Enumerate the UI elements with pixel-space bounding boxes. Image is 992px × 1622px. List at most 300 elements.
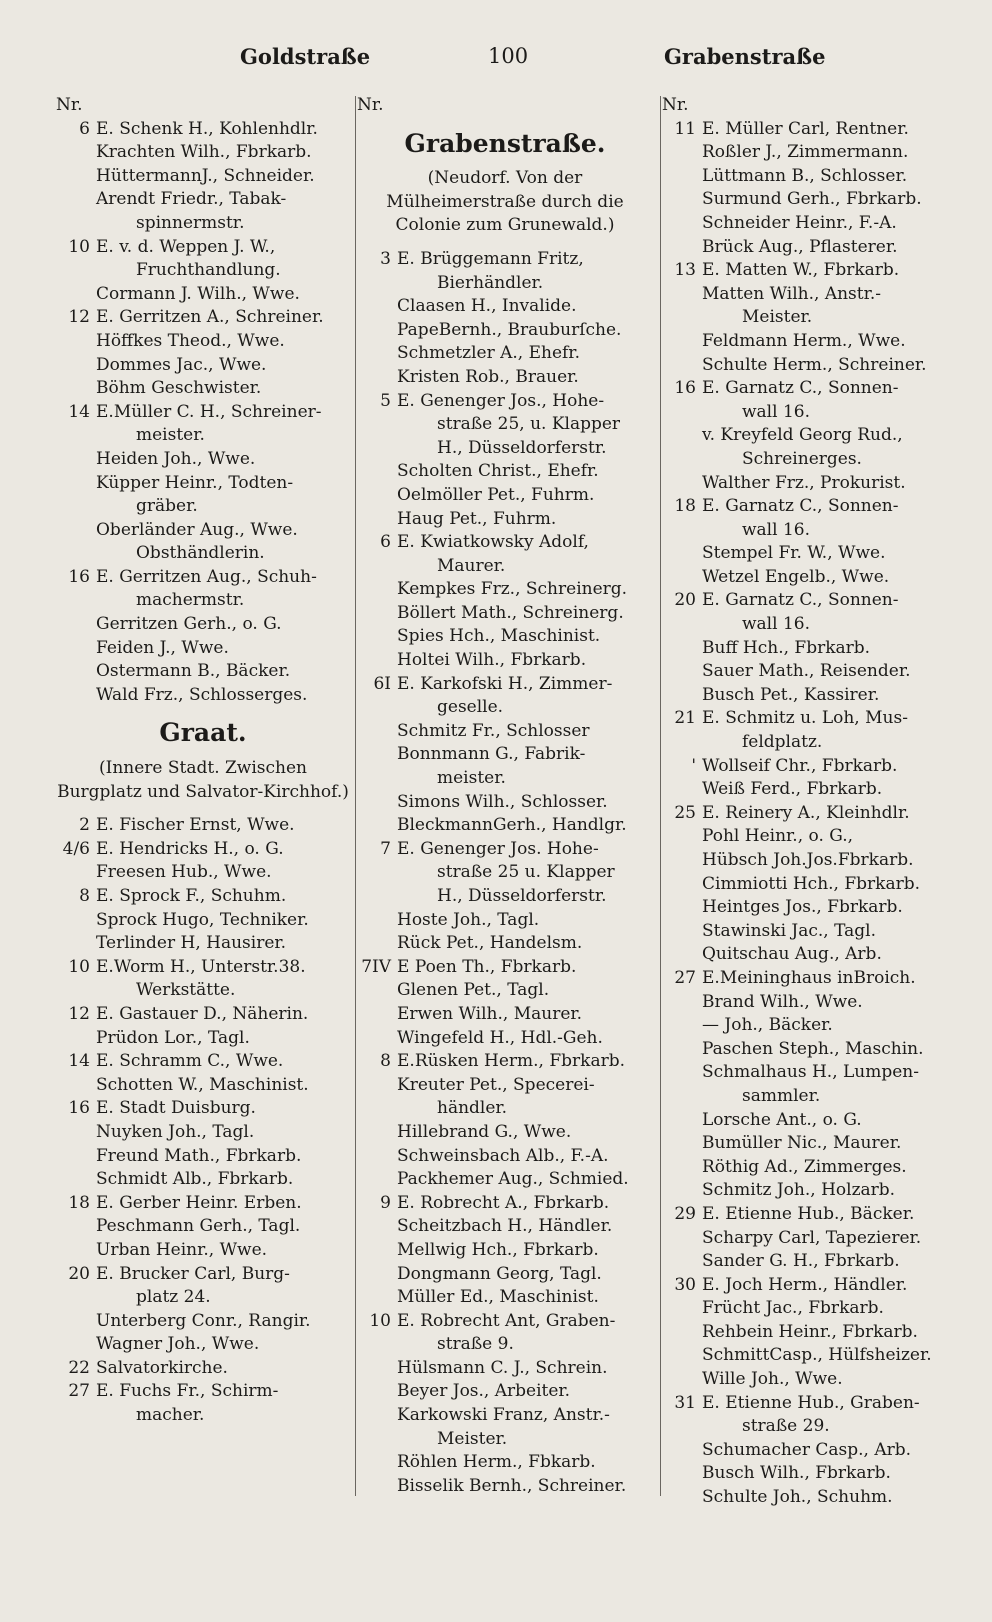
directory-entry [662, 1179, 954, 1203]
entry-text: sammler. [742, 1085, 821, 1106]
directory-entry [357, 1192, 653, 1216]
entry-text: E. Schenk H., Kohlenhdlr. [96, 118, 318, 139]
entry-text: straße 9. [437, 1334, 514, 1355]
directory-entry [662, 1297, 954, 1321]
entry-text: Hillebrand G., Wwe. [397, 1121, 572, 1142]
directory-entry [56, 637, 350, 661]
house-number: 27 [68, 1381, 90, 1402]
directory-entry [357, 1428, 653, 1452]
directory-entry [357, 1404, 653, 1428]
nr-label: Nr. [56, 95, 83, 115]
directory-entry [56, 188, 350, 212]
directory-entry [662, 1014, 954, 1038]
entry-text: Quitschau Aug., Arb. [702, 944, 882, 965]
directory-entry [56, 956, 350, 980]
house-number: 5 [380, 390, 391, 411]
directory-entry [357, 295, 653, 319]
entry-text: Weiß Ferd., Fbrkarb. [702, 779, 883, 800]
section-title: Graat. [159, 718, 247, 748]
directory-entry [56, 589, 350, 613]
house-number: 10 [68, 236, 90, 257]
entry-text: Schmidt Alb., Fbrkarb. [96, 1169, 294, 1190]
entry-text: Gerritzen Gerh., o. G. [96, 614, 282, 635]
directory-entry [357, 1263, 653, 1287]
entry-text: Schweinsbach Alb., F.-A. [397, 1145, 609, 1166]
entry-text: Erwen Wilh., Maurer. [397, 1003, 583, 1024]
entry-text: Buff Hch., Fbrkarb. [702, 637, 871, 658]
entry-text: Schmitz Joh., Holzarb. [702, 1180, 896, 1201]
entry-text: Roßler J., Zimmermann. [702, 142, 909, 163]
entry-text: Sauer Math., Reisender. [702, 661, 911, 682]
entry-text: Oelmöller Pet., Fuhrm. [397, 484, 595, 505]
section-title: Grabenstraße. [404, 128, 606, 158]
directory-entry [56, 885, 350, 909]
section-description: (Innere Stadt. Zwischen Burgplatz und Salvator-Kirchhof.) [57, 758, 349, 802]
house-number: 7IV [361, 956, 391, 977]
directory-entry [662, 1462, 954, 1486]
directory-entry [56, 1215, 350, 1239]
directory-entry [662, 1274, 954, 1298]
house-number: 27 [674, 967, 696, 988]
entry-text: spinnermstr. [136, 212, 245, 233]
entry-text: Wald Frz., Schlosserges. [96, 684, 308, 705]
directory-entry [357, 909, 653, 933]
directory-entry [357, 578, 653, 602]
directory-entry [662, 802, 954, 826]
entry-text: E. Etienne Hub., Graben- [702, 1392, 920, 1413]
directory-entry [662, 1038, 954, 1062]
directory-entry [357, 838, 653, 862]
entry-text: Simons Wilh., Schlosser. [397, 791, 608, 812]
directory-entry [662, 495, 954, 519]
entry-text: straße 29. [742, 1416, 830, 1437]
directory-entry [662, 354, 954, 378]
entry-text: Scheitzbach H., Händler. [397, 1216, 613, 1237]
house-number: 18 [68, 1192, 90, 1213]
entry-text: Freesen Hub., Wwe. [96, 862, 272, 883]
house-number: 7 [380, 838, 391, 859]
directory-entry [357, 1168, 653, 1192]
entry-text: straße 25 u. Klapper [437, 862, 615, 883]
entry-text: Meister. [742, 307, 813, 328]
directory-entry [662, 873, 954, 897]
entry-text: H., Düsseldorferstr. [437, 886, 607, 906]
entry-text: Pohl Heinr., o. G., [702, 826, 854, 847]
directory-entry [357, 484, 653, 508]
directory-entry [357, 437, 653, 461]
house-number: 10 [369, 1310, 391, 1331]
directory-entry [56, 1357, 350, 1381]
directory-entry [357, 696, 653, 720]
entry-text: Böllert Math., Schreinerg. [397, 602, 624, 623]
column-3 [662, 94, 954, 1510]
entry-text: Schulte Herm., Schreiner. [702, 354, 927, 375]
directory-entry [56, 519, 350, 543]
entry-text: Lorsche Ant., o. G. [702, 1109, 862, 1130]
entry-text: Peschmann Gerh., Tagl. [96, 1216, 301, 1237]
entry-text: BleckmannGerh., Handlgr. [397, 815, 627, 836]
directory-entry [357, 413, 653, 437]
directory-entry [56, 1121, 350, 1145]
entry-text: HüttermannJ., Schneider. [96, 165, 315, 186]
entry-text: E. Garnatz C., Sonnen- [702, 378, 899, 399]
directory-entry [357, 861, 653, 885]
directory-entry [357, 1121, 653, 1145]
house-number: 16 [68, 1098, 90, 1119]
directory-entry [56, 613, 350, 637]
directory-entry [56, 838, 350, 862]
entry-text: Röhlen Herm., Fbkarb. [397, 1452, 596, 1473]
directory-entry [662, 212, 954, 236]
nr-label: Nr. [662, 95, 689, 115]
column-1 [56, 94, 350, 1428]
house-number: ' [691, 755, 696, 776]
directory-entry [56, 1074, 350, 1098]
directory-entry [662, 118, 954, 142]
column-divider [660, 96, 661, 1496]
house-number: 13 [674, 260, 696, 281]
directory-entry [56, 909, 350, 933]
entry-text: E.Meininghaus inBroich. [702, 967, 916, 988]
entry-text: Sprock Hugo, Techniker. [96, 909, 309, 930]
directory-entry [662, 259, 954, 283]
header-left-street: Goldstraße [240, 44, 371, 69]
directory-entry [56, 566, 350, 590]
house-number: 30 [674, 1274, 696, 1295]
entry-text: Ostermann B., Bäcker. [96, 661, 291, 682]
directory-entry [357, 1145, 653, 1169]
entry-text: Karkowski Franz, Anstr.- [397, 1405, 610, 1426]
directory-entry [56, 861, 350, 885]
directory-entry [357, 979, 653, 1003]
entry-text: Bonnmann G., Fabrik- [397, 744, 586, 765]
directory-entry [662, 967, 954, 991]
directory-entry [56, 472, 350, 496]
directory-entry [56, 932, 350, 956]
entry-text: Schneider Heinr., F.-A. [702, 212, 897, 233]
directory-entry [357, 248, 653, 272]
entry-text: gräber. [136, 496, 198, 517]
directory-entry [357, 1286, 653, 1310]
entry-text: Prüdon Lor., Tagl. [96, 1027, 250, 1048]
entry-text: Scharpy Carl, Tapezierer. [702, 1227, 922, 1248]
entry-text: Rück Pet., Handelsm. [397, 933, 583, 954]
entry-text: Unterberg Conr., Rangir. [96, 1310, 311, 1331]
entry-text: Nuyken Joh., Tagl. [96, 1121, 255, 1142]
directory-entry [662, 306, 954, 330]
entry-text: Schumacher Casp., Arb. [702, 1439, 912, 1460]
house-number: 31 [674, 1392, 696, 1413]
entry-text: Claasen H., Invalide. [397, 296, 577, 317]
entry-text: straße 25, u. Klapper [437, 414, 621, 435]
directory-entry [662, 401, 954, 425]
directory-entry [662, 778, 954, 802]
entry-text: Surmund Gerh., Fbrkarb. [702, 189, 922, 210]
entry-text: machermstr. [136, 590, 245, 611]
directory-entry [662, 1392, 954, 1416]
directory-entry [357, 1451, 653, 1475]
directory-entry [662, 566, 954, 590]
house-number: 2 [79, 815, 90, 836]
entry-text: E. Schramm C., Wwe. [96, 1051, 284, 1072]
directory-entry [662, 849, 954, 873]
entry-text: Brück Aug., Pflasterer. [702, 236, 898, 257]
header-right-street: Grabenstraße [664, 44, 826, 69]
directory-entry [56, 1263, 350, 1287]
entry-text: Wingefeld H., Hdl.-Geh. [397, 1027, 603, 1048]
directory-entry [662, 660, 954, 684]
entry-text: E. Gastauer D., Näherin. [96, 1003, 309, 1024]
directory-entry [56, 236, 350, 260]
entry-text: Spies Hch., Maschinist. [397, 626, 601, 647]
directory-entry [357, 342, 653, 366]
directory-entry [56, 330, 350, 354]
directory-entry [662, 1368, 954, 1392]
entry-text: — Joh., Bäcker. [702, 1015, 833, 1036]
entry-text: Küpper Heinr., Todten- [96, 472, 294, 493]
entry-text: Beyer Jos., Arbeiter. [397, 1381, 571, 1402]
directory-entry [662, 1344, 954, 1368]
entry-text: Krachten Wilh., Fbrkarb. [96, 142, 312, 163]
directory-entry [357, 1380, 653, 1404]
directory-entry [56, 1050, 350, 1074]
entry-text: Cimmiotti Hch., Fbrkarb. [702, 873, 921, 894]
directory-entry [56, 401, 350, 425]
directory-entry [357, 956, 653, 980]
house-number: 18 [674, 496, 696, 517]
entry-list [56, 814, 350, 1427]
entry-text: E.Rüsken Herm., Fbrkarb. [397, 1051, 625, 1072]
entry-text: E. Fuchs Fr., Schirm- [96, 1381, 279, 1402]
entry-text: Arendt Friedr., Tabak- [96, 189, 287, 210]
entry-text: Schulte Joh., Schuhm. [702, 1487, 893, 1508]
house-number: 14 [68, 1051, 90, 1072]
entry-text: E.Müller C. H., Schreiner- [96, 401, 322, 422]
entry-text: Schmalhaus H., Lumpen- [702, 1062, 919, 1083]
entry-text: Frücht Jac., Fbrkarb. [702, 1298, 884, 1319]
entry-text: Schreinerges. [742, 448, 862, 469]
directory-entry [56, 1286, 350, 1310]
entry-text: E. Genenger Jos. Hohe- [397, 838, 599, 859]
directory-entry [357, 272, 653, 296]
entry-text: Cormann J. Wilh., Wwe. [96, 283, 300, 304]
entry-text: Salvatorkirche. [96, 1357, 228, 1378]
directory-entry [357, 743, 653, 767]
entry-text: Heiden Joh., Wwe. [96, 448, 256, 469]
house-number: 10 [68, 956, 90, 977]
directory-entry [357, 602, 653, 626]
entry-text: v. Kreyfeld Georg Rud., [702, 425, 903, 446]
directory-entry [357, 1357, 653, 1381]
entry-text: Stawinski Jac., Tagl. [702, 920, 876, 941]
entry-list [357, 248, 653, 1498]
entry-text: Rehbein Heinr., Fbrkarb. [702, 1321, 918, 1342]
directory-entry [56, 1145, 350, 1169]
entry-text: E. Matten W., Fbrkarb. [702, 260, 900, 281]
directory-entry [662, 1321, 954, 1345]
entry-text: Dongmann Georg, Tagl. [397, 1263, 602, 1284]
directory-entry [662, 448, 954, 472]
entry-text: Matten Wilh., Anstr.- [702, 283, 882, 304]
directory-entry [56, 1027, 350, 1051]
directory-entry [357, 1239, 653, 1263]
entry-text: E. Gerritzen Aug., Schuh- [96, 566, 317, 587]
house-number: 21 [674, 708, 696, 729]
directory-entry [662, 377, 954, 401]
entry-text: Schmitz Fr., Schlosser [397, 720, 590, 741]
directory-entry [357, 1310, 653, 1334]
house-number: 9 [380, 1192, 391, 1213]
entry-text: E. Kwiatkowsky Adolf, [397, 532, 589, 553]
entry-text: meister. [136, 425, 205, 446]
directory-entry [56, 660, 350, 684]
entry-text: Bumüller Nic., Maurer. [702, 1133, 902, 1154]
entry-text: Höffkes Theod., Wwe. [96, 330, 285, 351]
entry-list [56, 118, 350, 708]
entry-text: Bierhändler. [437, 272, 544, 293]
entry-text: Hoste Joh., Tagl. [397, 909, 540, 930]
entry-text: Freund Math., Fbrkarb. [96, 1145, 302, 1166]
directory-entry [357, 319, 653, 343]
entry-text: Wagner Joh., Wwe. [96, 1334, 260, 1355]
directory-entry [357, 625, 653, 649]
entry-text: E. Robrecht A., Fbrkarb. [397, 1192, 610, 1213]
entry-text: platz 24. [136, 1287, 211, 1308]
directory-entry [56, 814, 350, 838]
directory-entry [357, 531, 653, 555]
entry-text: Kristen Rob., Brauer. [397, 366, 579, 387]
directory-entry [357, 673, 653, 697]
directory-entry [56, 212, 350, 236]
entry-text: E. v. d. Weppen J. W., [96, 236, 276, 257]
directory-entry [56, 424, 350, 448]
house-number: 6 [79, 118, 90, 139]
directory-entry [662, 1439, 954, 1463]
directory-entry [662, 283, 954, 307]
entry-text: PapeBernh., Brauburſche. [397, 319, 622, 340]
entry-text: E. Genenger Jos., Hohe- [397, 390, 605, 411]
entry-text: Feiden J., Wwe. [96, 637, 229, 658]
entry-list [662, 118, 954, 1510]
directory-entry [357, 1074, 653, 1098]
entry-text: Walther Frz., Prokurist. [702, 472, 906, 493]
house-number: 25 [674, 802, 696, 823]
house-number: 8 [79, 886, 90, 906]
directory-entry [357, 555, 653, 579]
entry-text: SchmittCasp., Hülfsheizer. [702, 1345, 932, 1366]
directory-entry [357, 1027, 653, 1051]
directory-entry [357, 767, 653, 791]
entry-text: E. Stadt Duisburg. [96, 1098, 256, 1119]
directory-entry [357, 649, 653, 673]
directory-entry [357, 390, 653, 414]
directory-entry [662, 1227, 954, 1251]
entry-text: Scholten Christ., Ehefr. [397, 461, 599, 482]
directory-entry [357, 885, 653, 909]
entry-text: E. Garnatz C., Sonnen- [702, 590, 899, 611]
directory-entry [357, 1333, 653, 1357]
entry-text: Sander G. H., Fbrkarb. [702, 1251, 900, 1272]
entry-text: E. Robrecht Ant, Graben- [397, 1310, 616, 1331]
house-number: 6 [380, 532, 391, 553]
directory-entry [662, 1132, 954, 1156]
entry-text: Schotten W., Maschinist. [96, 1074, 309, 1095]
directory-entry [357, 1475, 653, 1499]
directory-entry [56, 259, 350, 283]
directory-entry [662, 943, 954, 967]
directory-entry [357, 1003, 653, 1027]
directory-entry [662, 991, 954, 1015]
directory-entry [56, 1333, 350, 1357]
entry-text: wall 16. [742, 519, 810, 540]
directory-entry [662, 472, 954, 496]
directory-entry [56, 377, 350, 401]
entry-text: Busch Wilh., Fbrkarb. [702, 1463, 891, 1484]
directory-entry [662, 188, 954, 212]
entry-text: Lüttmann B., Schlosser. [702, 165, 908, 186]
entry-text: wall 16. [742, 614, 810, 635]
entry-text: Oberländer Aug., Wwe. [96, 519, 298, 540]
house-number: 6I [373, 673, 391, 694]
directory-entry [357, 932, 653, 956]
directory-entry [662, 1250, 954, 1274]
entry-text: E. Joch Herm., Händler. [702, 1274, 908, 1295]
entry-text: Wetzel Engelb., Wwe. [702, 566, 890, 587]
entry-text: E. Müller Carl, Rentner. [702, 118, 909, 139]
house-number: 20 [68, 1263, 90, 1284]
directory-entry [56, 1310, 350, 1334]
entry-text: Kreuter Pet., Specerei- [397, 1074, 595, 1095]
directory-entry [662, 1486, 954, 1510]
entry-text: feldplatz. [742, 732, 823, 753]
directory-entry [357, 460, 653, 484]
entry-text: Terlinder H, Hausirer. [96, 933, 287, 954]
entry-text: E. Gerritzen A., Schreiner. [96, 307, 324, 328]
directory-entry [662, 707, 954, 731]
entry-text: Urban Heinr., Wwe. [96, 1239, 268, 1260]
directory-entry [56, 979, 350, 1003]
directory-entry [56, 354, 350, 378]
entry-text: Dommes Jac., Wwe. [96, 354, 267, 375]
entry-text: E.Worm H., Unterstr.38. [96, 956, 306, 977]
directory-entry [662, 825, 954, 849]
entry-text: Mellwig Hch., Fbrkarb. [397, 1239, 599, 1260]
entry-text: E. Reinery A., Kleinhdlr. [702, 802, 910, 823]
directory-entry [662, 236, 954, 260]
entry-text: meister. [437, 768, 506, 789]
directory-entry [56, 118, 350, 142]
entry-text: E. Garnatz C., Sonnen- [702, 496, 899, 517]
entry-text: E. Brüggemann Fritz, [397, 248, 584, 269]
directory-entry [357, 1050, 653, 1074]
directory-entry [357, 720, 653, 744]
entry-text: Wille Joh., Wwe. [702, 1369, 843, 1390]
house-number: 4/6 [62, 838, 90, 859]
directory-entry [56, 1380, 350, 1404]
entry-text: Haug Pet., Fuhrm. [397, 508, 557, 529]
directory-entry [662, 1203, 954, 1227]
directory-entry [662, 141, 954, 165]
directory-entry [662, 165, 954, 189]
directory-entry [56, 141, 350, 165]
section-description: (Neudorf. Von der Mülheimerstraße durch die Colonie zum Grunewald.) [386, 168, 624, 236]
house-number: 22 [68, 1357, 90, 1378]
directory-entry [357, 814, 653, 838]
entry-text: händler. [437, 1098, 508, 1119]
directory-entry [662, 1085, 954, 1109]
directory-entry [662, 424, 954, 448]
entry-text: Schmetzler A., Ehefr. [397, 343, 580, 364]
